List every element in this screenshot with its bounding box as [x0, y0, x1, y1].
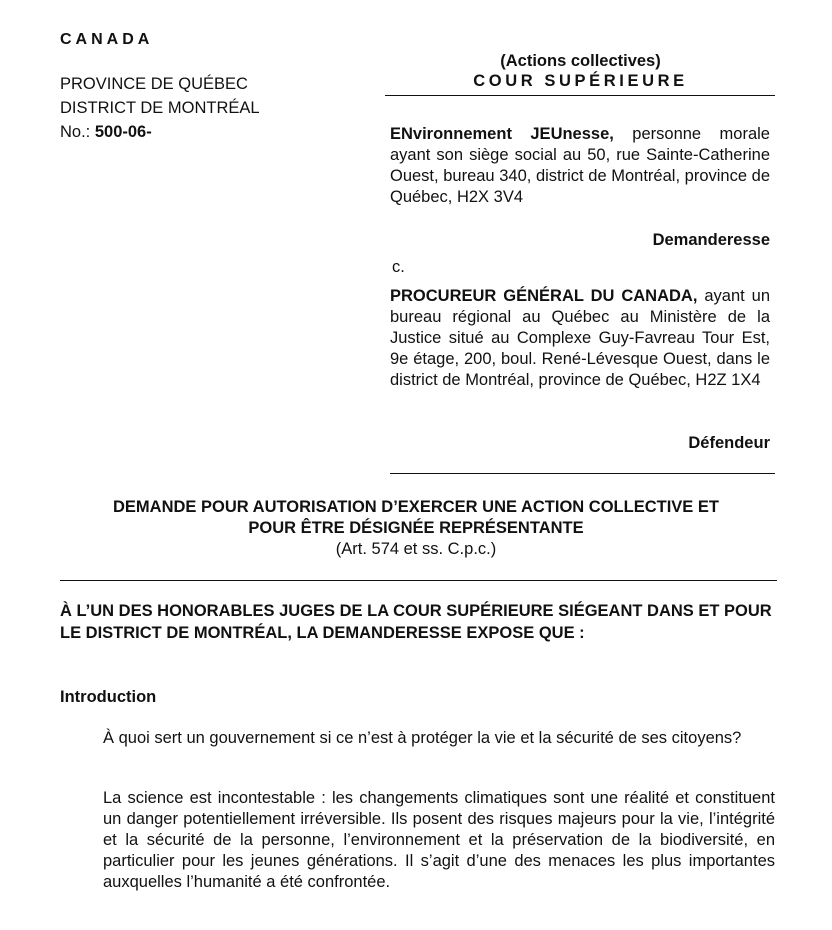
court-type: (Actions collectives) — [500, 52, 661, 70]
title-line-2: POUR ÊTRE DÉSIGNÉE REPRÉSENTANTE — [248, 519, 584, 537]
title-rule — [60, 580, 777, 581]
plaintiff-description: personne morale ayant son siège social au 50, rue Sainte-Catherine Ouest, bureau 340, district de Montréal, province de Québec, H2X 3V4 — [390, 125, 770, 206]
district-label: DISTRICT DE MONTRÉAL — [60, 99, 260, 117]
file-number — [60, 120, 260, 144]
file-number-value: 500-06- — [94, 123, 152, 141]
province-label: PROVINCE DE QUÉBEC — [60, 75, 248, 93]
plaintiff-block — [390, 124, 770, 208]
country-label: CANADA — [60, 31, 154, 48]
section-heading-introduction: Introduction — [60, 688, 157, 706]
court-name: COUR SUPÉRIEURE — [473, 72, 688, 90]
jurisdiction-block — [60, 28, 260, 144]
parties-rule — [390, 473, 775, 474]
defendant-role: Défendeur — [688, 434, 770, 452]
defendant-block — [390, 286, 770, 391]
plaintiff-role: Demanderesse — [652, 231, 770, 249]
title-reference: (Art. 574 et ss. C.p.c.) — [335, 540, 497, 558]
versus-label: c. — [392, 258, 405, 276]
addressee: À L’UN DES HONORABLES JUGES DE LA COUR SUPÉRIEURE SIÉGEANT DANS ET POUR LE DISTRICT DE MONTRÉAL, LA DEMANDERESSE EXPOSE QUE : — [60, 602, 772, 642]
file-number-label: No.: — [60, 123, 95, 141]
defendant-description: ayant un bureau régional au Québec au Ministère de la Justice situé au Complexe Guy-Favreau Tour Est, 9e étage, 200, boul. René-Lévesque Ouest, dans le district de Montréal, province de Québec, H2Z 1X4 — [390, 287, 770, 389]
paragraph-2: La science est incontestable : les changements climatiques sont une réalité et constituent un danger potentiellement irréversible. Ils posent des risques majeurs pour la vie, l’intégrité et la sécurité de la personne, l’environnement et la préservation de la biodiversité, en particulier pour les jeunes générations. Il s’agit d’une des menaces les plus importantes auxquelles l’humanité a été confrontée. — [103, 789, 775, 891]
document-title — [60, 497, 772, 560]
paragraph-1: À quoi sert un gouvernement si ce n’est à protéger la vie et la sécurité de ses citoyens? — [103, 729, 742, 747]
court-rule — [385, 95, 775, 96]
defendant-name: PROCUREUR GÉNÉRAL DU CANADA, — [390, 287, 698, 305]
plaintiff-name: ENvironnement JEUnesse, — [390, 125, 614, 143]
title-line-1: DEMANDE POUR AUTORISATION D’EXERCER UNE ACTION COLLECTIVE ET — [113, 498, 719, 516]
